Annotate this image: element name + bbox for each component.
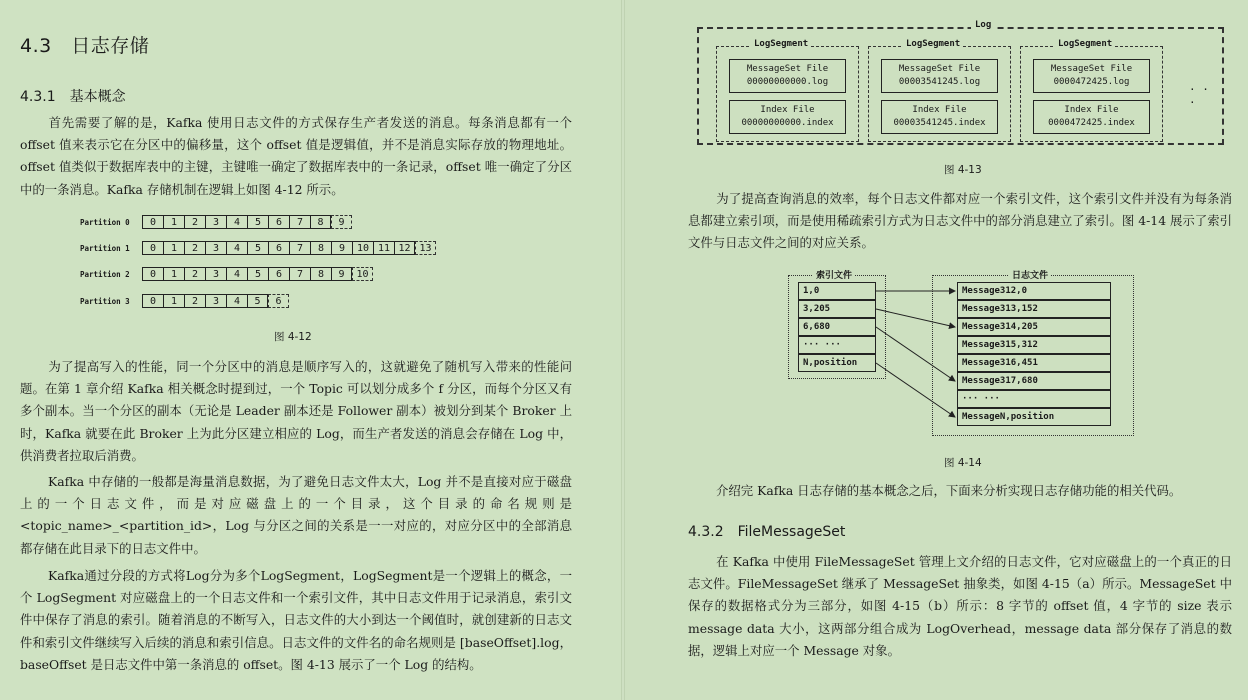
segment-label: LogSegment xyxy=(1055,39,1115,49)
offset-cell: 0 xyxy=(142,241,163,255)
offset-cell: 7 xyxy=(289,267,310,281)
next-offset-cell: 10 xyxy=(352,267,373,281)
index-entry: 1,0 xyxy=(798,282,876,300)
log-entry: Message315,312 xyxy=(957,336,1111,354)
offset-cell: 3 xyxy=(205,215,226,229)
offset-cell: 8 xyxy=(310,241,331,255)
log-entry: Message312,0 xyxy=(957,282,1111,300)
offset-cell: 4 xyxy=(226,215,247,229)
log-entry: Message316,451 xyxy=(957,354,1111,372)
file-name: 00000000000.log xyxy=(746,77,829,87)
partition-label: Partition 0 xyxy=(80,217,130,227)
segment-label: LogSegment xyxy=(751,39,811,49)
file-type: Index File xyxy=(760,105,815,115)
log-label: Log xyxy=(971,20,995,30)
offset-cell: 8 xyxy=(310,267,331,281)
paragraph: 首先需要了解的是，Kafka 使用日志文件的方式保存生产者发送的消息。每条消息都有一个 offset 值来表示它在分区中的偏移量，这个 offset 值是逻辑值，并不是消息实际存放的物理地址。offset 值类似于数据库表中的主键，主键唯一确定了数据库表中的一条记录，offset 唯一确定了分区中的一条消息。Kafka 存储机制在逻辑上如图 4-12 所示。 xyxy=(20,115,572,197)
log-entry: ··· ··· xyxy=(957,390,1111,408)
file-name: 00003541245.index xyxy=(893,118,986,128)
offset-cell: 2 xyxy=(184,215,205,229)
offset-cell: 5 xyxy=(247,241,268,255)
offset-cell: 4 xyxy=(226,267,247,281)
offset-cell: 3 xyxy=(205,294,226,308)
file-name: 0000472425.log xyxy=(1053,77,1130,87)
offset-cell: 4 xyxy=(226,241,247,255)
section-title: 4.3 日志存储 xyxy=(20,35,150,57)
offset-cell: 6 xyxy=(268,215,289,229)
offset-cell: 7 xyxy=(289,215,310,229)
offset-cell: 0 xyxy=(142,294,163,308)
offset-cell: 1 xyxy=(163,241,184,255)
figure-caption: 图 4-13 xyxy=(944,164,982,176)
index-pointer-arrow xyxy=(876,363,955,417)
segment-label: LogSegment xyxy=(903,39,963,49)
index-pointer-arrow xyxy=(876,327,955,381)
next-offset-cell: 9 xyxy=(331,215,352,229)
paragraph: 介绍完 Kafka 日志存储的基本概念之后，下面来分析实现日志存储功能的相关代码。 xyxy=(716,483,1182,498)
offset-cell: 10 xyxy=(352,241,373,255)
next-offset-cell: 13 xyxy=(415,241,436,255)
log-file-label: 日志文件 xyxy=(1009,268,1051,281)
offset-cell: 2 xyxy=(184,241,205,255)
file-type: MessageSet File xyxy=(746,64,829,74)
index-file-label: 索引文件 xyxy=(813,268,855,281)
partition-label: Partition 2 xyxy=(80,269,130,279)
offset-cell: 12 xyxy=(394,241,415,255)
next-offset-cell: 6 xyxy=(268,294,289,308)
offset-cell: 0 xyxy=(142,215,163,229)
offset-cell: 1 xyxy=(163,294,184,308)
paragraph: 为了提高写入的性能，同一个分区中的消息是顺序写入的，这就避免了随机写入带来的性能问题。在第 1 章介绍 Kafka 相关概念时提到过，一个 Topic 可以划分成多个 f 分区，而每个分区又有多个副本。当一个分区的副本（无论是 Leader 副本还是 Follower 副本）被划分到某个 Broker 上时，Kafka 就要在此 Broker 上为此分区建立相应的 Log，而生产者发送的消息会存储在 Log 中，供消费者拉取后消费。 xyxy=(20,359,572,463)
offset-cell: 3 xyxy=(205,241,226,255)
offset-cell: 5 xyxy=(247,215,268,229)
log-entry: Message317,680 xyxy=(957,372,1111,390)
figure-caption: 图 4-14 xyxy=(944,457,982,469)
offset-cell: 7 xyxy=(289,241,310,255)
file-name: 0000472425.index xyxy=(1048,118,1135,128)
subsection-title: 4.3.2 FileMessageSet xyxy=(688,524,846,540)
paragraph: Kafka通过分段的方式将Log分为多个LogSegment，LogSegment是一个逻辑上的概念，一个 LogSegment 对应磁盘上的一个日志文件和一个索引文件，其中日志文件用于记录消息，索引文件中保存了消息的索引。随着消息的不断写入，日志文件的大小到达一个阈值时，就创建新的日志文件和索引文件继续写入后续的消息和索引信息。日志文件的文件名的命名规则是 [baseOffset].log，baseOffset 是日志文件中第一条消息的 offset。图 4-13 展示了一个 Log 的结构。 xyxy=(20,568,572,672)
offset-cell: 4 xyxy=(226,294,247,308)
file-type: MessageSet File xyxy=(898,64,981,74)
offset-cell: 5 xyxy=(247,267,268,281)
offset-cell: 6 xyxy=(268,241,289,255)
paragraph: 在 Kafka 中使用 FileMessageSet 管理上文介绍的日志文件，它对应磁盘上的一个真正的日志文件。FileMessageSet 继承了 MessageSet 抽象类，如图 4-15（a）所示。MessageSet 中保存的数据格式分为三部分，如图 4-15（b）所示：8 字节的 offset 值，4 字节的 size 表示 message data 大小，这两部分组合成为 LogOverhead，message data 部分保存了消息的数据，逻辑上对应一个 Message 对象。 xyxy=(688,554,1232,658)
index-entry: 3,205 xyxy=(798,300,876,318)
log-entry: MessageN,position xyxy=(957,408,1111,426)
file-type: Index File xyxy=(912,105,967,115)
paragraph: Kafka 中存储的一般都是海量消息数据，为了避免日志文件太大，Log 并不是直接对应于磁盘上的一个日志文件，而是对应磁盘上的一个目录，这个目录的命名规则是 <topic_name>_<partition_id>，Log 与分区之间的关系是一一对应的，对应分区中的全部消息都存储在此目录下的日志文件中。 xyxy=(20,474,572,556)
offset-cell: 6 xyxy=(268,267,289,281)
offset-cell: 8 xyxy=(310,215,331,229)
offset-cell: 9 xyxy=(331,241,352,255)
file-type: Index File xyxy=(1064,105,1119,115)
offset-cell: 9 xyxy=(331,267,352,281)
index-pointer-arrow xyxy=(876,309,955,327)
figure-caption: 图 4-12 xyxy=(274,331,312,343)
offset-cell: 2 xyxy=(184,267,205,281)
file-type: MessageSet File xyxy=(1050,64,1133,74)
partition-label: Partition 1 xyxy=(80,243,130,253)
offset-cell: 1 xyxy=(163,267,184,281)
offset-cell: 5 xyxy=(247,294,268,308)
offset-cell: 3 xyxy=(205,267,226,281)
partition-label: Partition 3 xyxy=(80,296,130,306)
log-entry: Message313,152 xyxy=(957,300,1111,318)
index-entry: 6,680 xyxy=(798,318,876,336)
paragraph: 为了提高查询消息的效率，每个日志文件都对应一个索引文件，这个索引文件并没有为每条消息都建立索引项，而是使用稀疏索引方式为日志文件中的部分消息建立了索引。图 4-14 展示了索引文件与日志文件之间的对应关系。 xyxy=(688,191,1232,251)
more-segments-ellipsis: · · · xyxy=(1189,83,1209,109)
index-entry: N,position xyxy=(798,354,876,372)
offset-cell: 11 xyxy=(373,241,394,255)
offset-cell: 2 xyxy=(184,294,205,308)
file-name: 00003541245.log xyxy=(898,77,981,87)
index-entry: ··· ··· xyxy=(798,336,876,354)
offset-cell: 0 xyxy=(142,267,163,281)
log-entry: Message314,205 xyxy=(957,318,1111,336)
file-name: 00000000000.index xyxy=(741,118,834,128)
offset-cell: 1 xyxy=(163,215,184,229)
subsection-title: 4.3.1 基本概念 xyxy=(20,89,126,105)
